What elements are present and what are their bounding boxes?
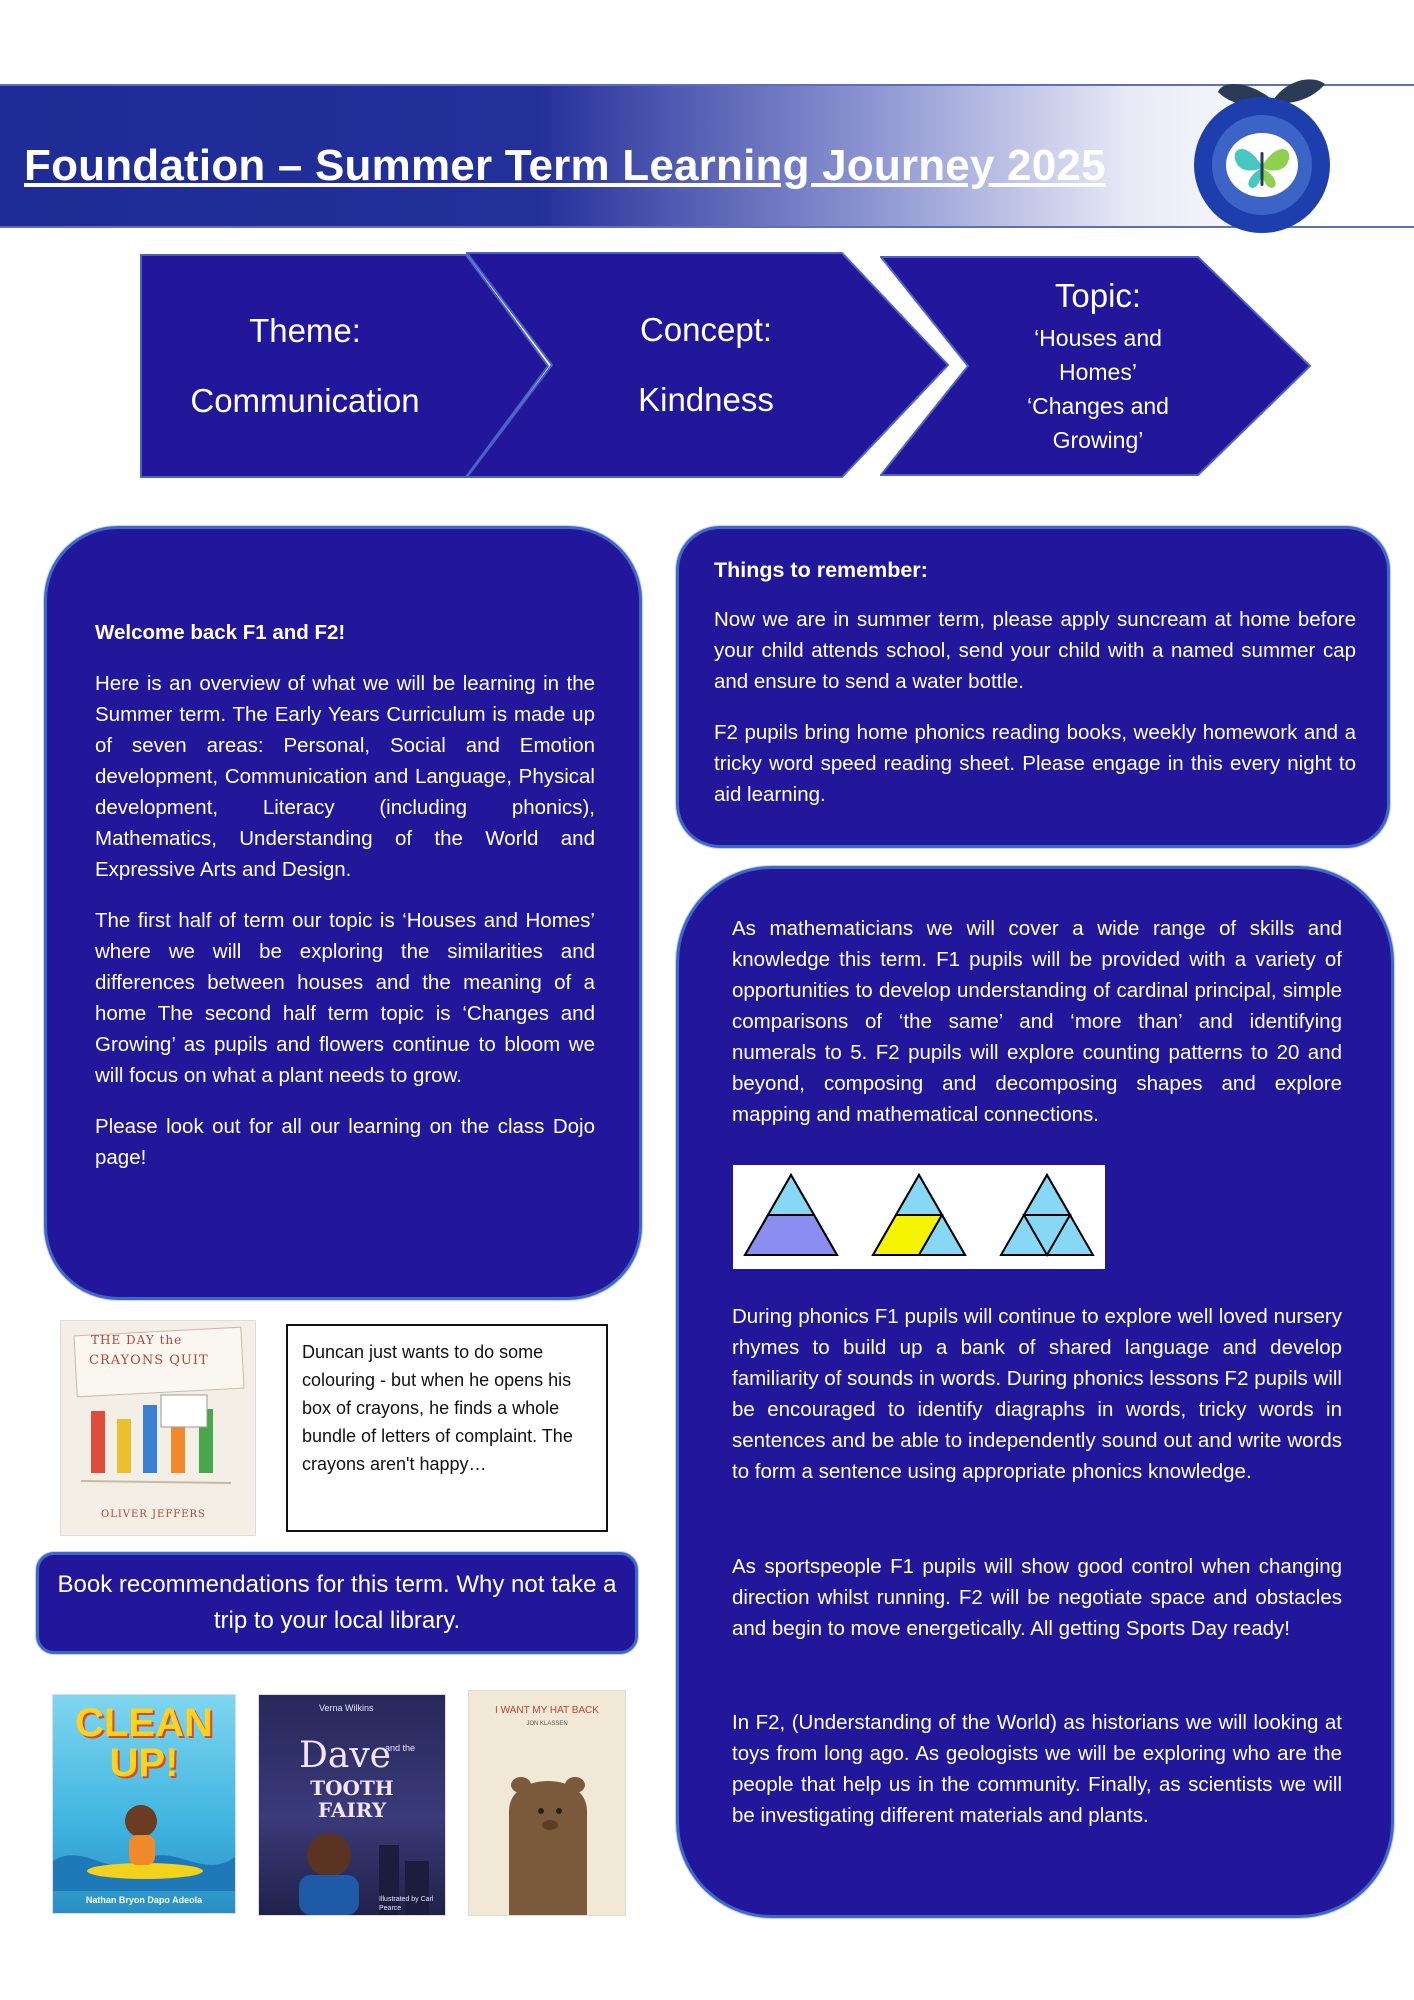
crayons-book-cover [60,1320,256,1536]
world-text: In F2, (Understanding of the World) as historians we will looking at toys from long ago. As geologists we will be exploring who are the people that help us in the community. Finally, as scientists we will be investigating different materials and plants. [732,1711,1342,1827]
tooth-fairy-cover-title: Dave [299,1735,391,1776]
tooth-fairy-book-cover [258,1694,446,1916]
sports-text: As sportspeople F1 pupils will show good control when changing direction whilst running. F2 will be negotiate space and obstacles and begin to move energetically. All getting Sports Day ready! [732,1555,1342,1640]
welcome-panel [44,526,642,1300]
remember-paragraph: F2 pupils bring home phonics reading books, weekly homework and a tricky word speed reading sheet. Please engage in this every night to aid learning. [714,721,1356,806]
topic-line: Homes’ [1059,359,1137,385]
topic-line: ‘Changes and [1027,393,1169,419]
clean-up-book-cover [52,1694,236,1914]
tooth-fairy-cover-title: TOOTH FAIRY [310,1776,394,1822]
hat-back-cover-author: JON KLASSEN [526,1721,568,1727]
topic-text [968,256,1228,476]
tooth-fairy-cover-title: and the [385,1743,416,1753]
maths-text: As mathematicians we will cover a wide range of skills and knowledge this term. F1 pupils will be provided with a variety of opportunities to develop understanding of cardinal principal, simple comparisons of ‘the same’ and ‘more than’ and identifying numerals to 5. F2 pupils will explore counting patterns to 20 and beyond, composing and decomposing shapes and explore mapping and mathematical connections. [732,917,1342,1126]
shape-composition-image [733,1165,1105,1269]
tooth-fairy-cover-author: Verna Wilkins [319,1703,374,1713]
tooth-fairy-cover-illustrator: Illustrated by Carl Pearce [379,1896,434,1912]
remember-panel [676,526,1390,848]
concept-value: Kindness [638,381,774,418]
welcome-heading: Welcome back F1 and F2! [95,621,346,644]
crayons-illustration [61,1391,255,1501]
remember-paragraph: Now we are in summer term, please apply suncream at home before your child attends school, send your child with a named summer cap and ensure to send a water bottle. [714,608,1356,693]
clean-up-illustration [53,1791,235,1891]
school-logo [1180,40,1350,250]
page-title: Foundation – Summer Term Learning Journey 2025 [24,141,1106,190]
topic-lines [1027,321,1169,457]
crayons-cover-art [61,1321,255,1535]
concept-text [556,252,856,478]
crayons-cover-title: CRAYONS QUIT [89,1353,209,1368]
theme-label: Theme: [249,312,361,349]
clean-up-cover-authors: Nathan Bryon Dapo Adeola [85,1895,203,1905]
crayons-cover-author: OLIVER JEFFERS [101,1509,206,1520]
topic-line: ‘Houses and [1034,325,1162,351]
book-recommendation-banner: Book recommendations for this term. Why not take a trip to your local library. [36,1552,638,1654]
crayons-cover-title: THE DAY the [91,1333,183,1347]
welcome-body [95,617,595,1193]
bear-illustration [469,1751,625,1915]
concept-label: Concept: [639,311,773,348]
learning-panel [676,866,1394,1918]
hat-back-cover-title: I WANT MY HAT BACK [495,1705,599,1716]
welcome-paragraph: The first half of term our topic is ‘Houses and Homes’ where we will be exploring the similarities and differences between houses and the meaning of a home The second half term topic is ‘Changes and Growing’ as pupils and flowers continue to bloom we will focus on what a plant needs to grow. [95,909,595,1087]
topic-label: Topic: [1054,277,1142,314]
phonics-text: During phonics F1 pupils will continue to explore well loved nursery rhymes to build up a bank of shared language and develop familiarity of sounds in words. During phonics lessons F2 pupils will be encouraged to identify diagraphs in words, tricky words in sentences and be able to independently sound out and write words to form a sentence using appropriate phonics knowledge. [732,1305,1342,1483]
welcome-paragraph: Please look out for all our learning on the class Dojo page! [95,1115,595,1169]
book-description: Duncan just wants to do some colouring - but when he opens his box of crayons, he finds a whole bundle of letters of complaint. The crayons aren't happy… [286,1324,608,1532]
clean-up-cover-title: CLEAN UP! [75,1701,213,1785]
welcome-paragraph: Here is an overview of what we will be learning in the Summer term. The Early Years Curriculum is made up of seven areas: Personal, Social and Emotion development, Communication and Language, Physical development, Literacy (including phonics), Mathematics, Understanding of the World and Expressive Arts and Design. [95,672,595,881]
topic-line: Growing’ [1052,427,1144,453]
remember-heading: Things to remember: [714,558,928,582]
theme-text [150,254,460,478]
remember-body [714,555,1356,830]
theme-value: Communication [190,382,420,419]
hat-back-book-cover [468,1690,626,1916]
